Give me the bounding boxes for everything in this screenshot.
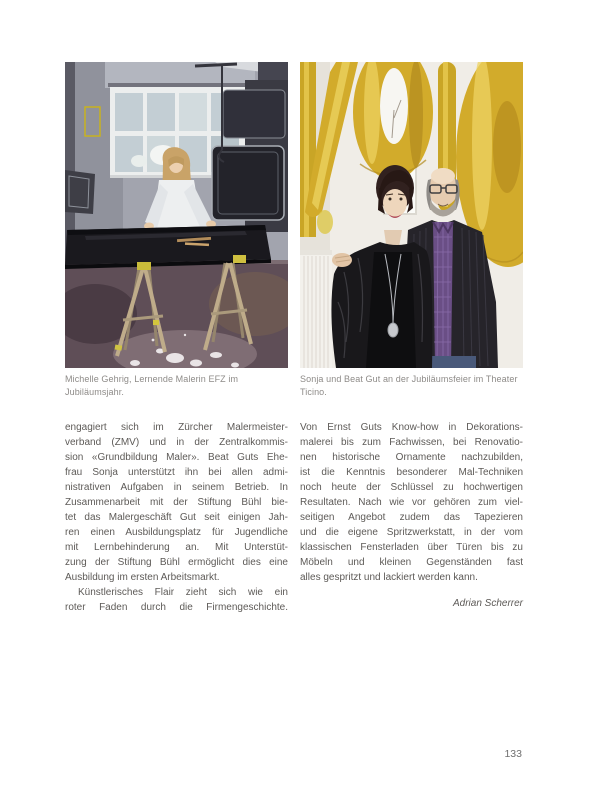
text-line: Künstlerisches Flair zieht sich wie ein [78,587,288,598]
body-column-right [300,420,523,611]
photo-workshop-apprentice [65,62,288,368]
body-column-left [65,420,288,615]
text-line: zung der Stiftung Bühl ermöglicht dies eine [65,557,288,568]
text-line: frau Sonja unterstützt ihn bei allen admi- [65,467,288,478]
text-line: Ausbildung im ersten Arbeitsmarkt. [65,572,220,583]
text-line: Resultaten. Nach wie vor gehören zum viel- [300,497,523,508]
body-column-right-lines [300,420,523,585]
text-line: malerei bis zum Fachwissen, bei Renovatio- [300,437,523,448]
text-line: und die eigene Spritzwerkstatt, in der vom [300,527,523,538]
text-line: verband (ZMV) und in der Zentralkommis- [65,437,288,448]
author-signature: Adrian Scherrer [452,598,523,609]
text-line: ren einen Ausbildungsplatz für Jugendliche [65,527,288,538]
text-line: nen historische Ornamente nachzubilden, [300,452,523,463]
text-line: engagiert sich im Zürcher Malermeister- [65,422,288,433]
text-line: alles gespritzt und lackiert werden kann. [300,572,478,583]
text-line: klassischen Fensterladen über Türen bis zu [300,542,523,553]
text-line: ist die Kenntnis besonderer Mal-Techniken [300,467,523,478]
caption-workshop: Michelle Gehrig, Lernende Malerin EFZ im Jubiläumsjahr. [65,374,239,397]
text-line: nistrativen Aufgaben in seinem Betrieb. In [65,482,288,493]
text-line: seitigen Angebot zudem das Tapezieren [300,512,523,523]
celebration-illustration [300,62,523,368]
workshop-illustration [65,62,288,368]
text-line: mit Lernbehinderung an. Mit Unterstüt- [65,542,288,553]
text-line: roter Faden durch die Firmengeschichte. [65,602,288,613]
text-line: sion «Grundbildung Maler». Beat Guts Ehe- [65,452,288,463]
text-line: noch heute der Schlüssel zu hochwertigen [300,482,523,493]
text-line: Von Ernst Guts Know-how in Dekorations- [300,422,523,433]
text-line: tet das Malergeschäft Gut seit einigen Jah- [65,512,288,523]
text-line: Möbeln und kleinen Gegenständen fast [300,557,523,568]
caption-anniversary: Sonja und Beat Gut an der Jubiläumsfeier im Theater Ticino. [300,374,518,397]
page-number: 133 [504,748,522,760]
text-line: Zusammenarbeit mit der Stiftung Bühl bie- [65,497,288,508]
photo-anniversary-couple [300,62,523,368]
